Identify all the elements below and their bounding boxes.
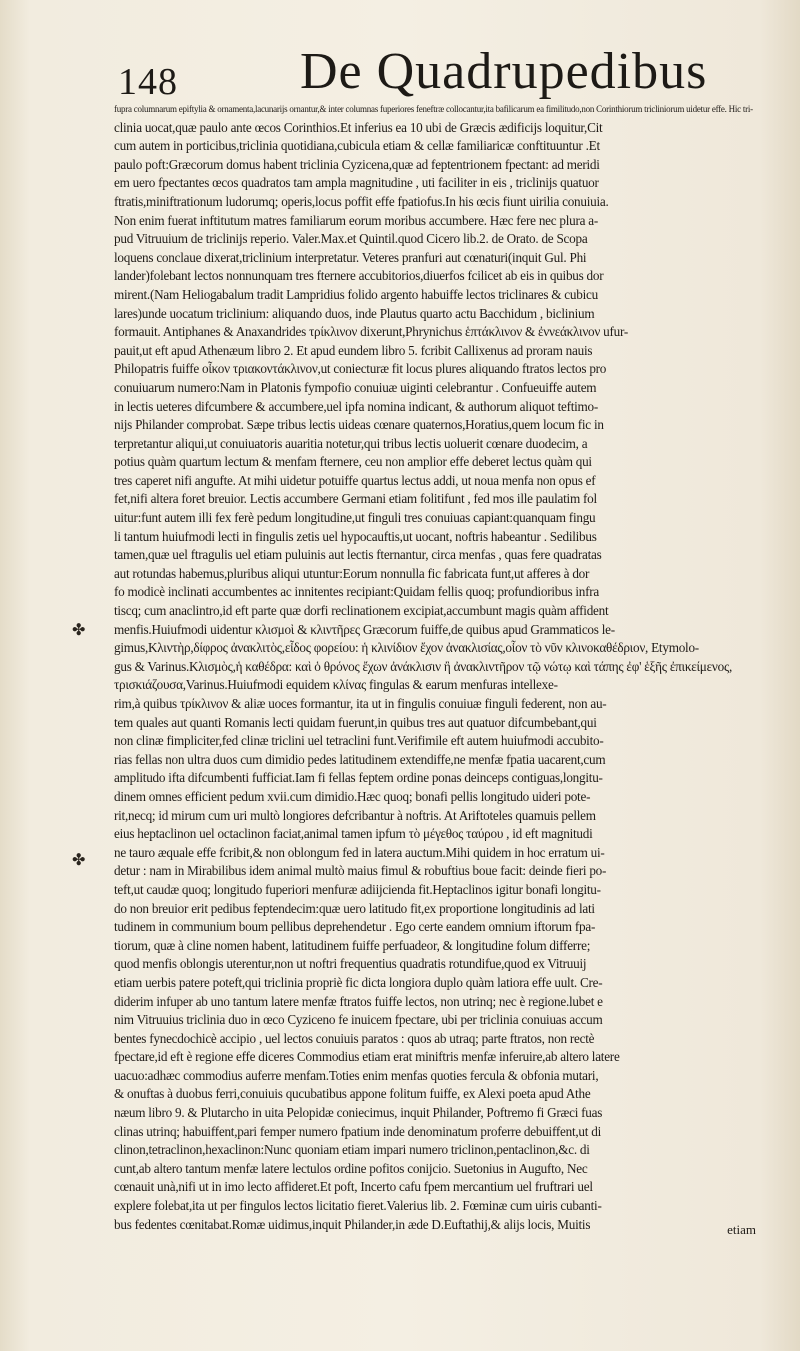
text-line: detur : nam in Mirabilibus idem animal multò maius fimul & robuftius boue facit: deinde fieri po- [114, 863, 607, 879]
text-line: amplitudo ifta difcumbenti fufficiat.Iam fi fellas feptem ordine ponas deinceps contiguas,longitu- [114, 770, 603, 786]
page-number: 148 [118, 61, 178, 103]
text-line: eius heptaclinon uel octaclinon faciat,animal tamen ipfum τὸ μέγεθος ταύρου , id eft magnitudi [114, 826, 593, 842]
text-line: clinon,tetraclinon,hexaclinon:Nunc quoniam etiam impari numero triclinon,pentaclinon,&c. di [114, 1142, 590, 1158]
body-text-block [114, 100, 760, 1234]
text-line: cœnauit unà,nifi ut in imo lecto affideret.Et poft, Incerto cafu fpem mercantium uel fruftrari uel [114, 1179, 593, 1195]
text-line: li tantum huiufmodi lecti in fingulis zetis uel hypocauftis,ut uocant, noftris habeantur . Sedilibus [114, 528, 597, 544]
text-line: paulo poft:Græcorum domus habent triclinia Cyzicena,quæ ad feptentrionem fpectant: ad meridi [114, 156, 600, 172]
text-line: fet,nifi altera foret breuior. Lectis accumbere Germani etiam folitifunt , fed mos ille paulatim fol [114, 491, 597, 507]
text-line: & onuftas à duobus ferri,conuiuis qucubatibus appone folitum fuiffe, ex Alexi poeta apud Athe [114, 1086, 591, 1102]
text-line: rias fellas non ultra duos cum dimidio pedes latitudinem extendiffe,ne menfæ fpatia uacarent,cum [114, 751, 606, 767]
text-line: pauit,ut eft apud Athenæum libro 2. Et apud eundem libro 5. fcribit Callixenus ad proram nauis [114, 342, 593, 358]
text-line: nijs Philander comprobat. Sæpe tribus lectis uideas cœnare quaternos,Horatius,quem locum fic in [114, 417, 604, 433]
text-line: conuiuarum numero:Nam in Platonis fympofio conuiuæ uiginti celebrantur . Confueuiffe autem [114, 379, 597, 395]
text-line: loquens conclaue dixerat,triclinium interpretatur. Veteres pranfuri aut cœnaturi(inquit Gul. Phi [114, 249, 587, 265]
text-line: tamen,quæ uel ftragulis uel etiam puluinis aut lectis fternantur, circa menfas , quas fere quadratas [114, 547, 602, 563]
text-line: non clinæ fimpliciter,fed clinæ triclini uel tetraclini funt.Verifimile eft autem huiufmodi accubito- [114, 733, 604, 749]
text-line: rim,à quibus τρίκλινον & aliæ uoces formantur, ita ut in fingulis conuiuæ finguli federent, non au- [114, 696, 607, 711]
text-line: explere folebat,ita ut per fingulos lectos licitatio fieret.Valerius lib. 2. Fœminæ cum uiris cubanti- [114, 1198, 602, 1214]
text-line: fupra columnarum epiftylia & ornamenta,lacunarijs ornantur,& inter columnas fuperiores feneftræ collocantur,ita bafilicarum ea fimilitudo,non Corinthiorum tricliniorum uidetur effe. Hic tri- [114, 104, 753, 114]
text-line: cum autem in porticibus,triclinia quotidiana,cubicula etiam & cellæ familiaricæ conftituuntur .Et [114, 138, 600, 154]
text-line: cunt,ab altero tantum menfæ latere lectulos ordine pofitos conijcio. Suetonius in Augufto, Nec [114, 1160, 588, 1176]
text-line: dinem omnes efficient pedum xvii.cum dimidio.Hæc quoq; bonafi pellis longitudo uideri pote- [114, 788, 591, 804]
text-line: ne tauro æquale effe fcribit,& non oblongum fed in latera auctum.Mihi quidem in hoc erratum ui- [114, 844, 605, 860]
text-line: uitur:funt autem illi fex ferè pedum longitudine,ut finguli tres conuiuas capiant:quanquam fingu [114, 510, 596, 526]
text-line: gus & Varinus.Κλισμὸς,ἡ καθέδρα: καὶ ὁ θρόνος ἔχων ἀνάκλισιν ἢ ἀνακλιντῆρον τῷ νώτῳ καὶ τάπης ἐφ' ἑξῆς ἐπικείμενος, [114, 658, 732, 674]
text-line: terpretantur aliqui,ut conuiuatoris auaritia notetur,qui tribus lectis uoluerit cœnare duodecim, a [114, 435, 588, 451]
text-line: diderim infuper ab uno tantum latere menfæ ftratos fuiffe lectos, non utrinq; nec è regione.lubet e [114, 993, 603, 1009]
text-line: Philopatris fuiffe οἶκον τριακοντάκλινον,ut coniecturæ fit locus plures aliquando ftratos lectos pro [114, 361, 607, 377]
text-line: clinia uocat,quæ paulo ante œcos Corinthios.Et inferius ea 10 ubi de Græcis ædificijs loquitur,Cit [114, 119, 603, 135]
text-line: tres caperet nifi angufte. At mihi uidetur potuiffe quartus lectus addi, ut noua menfa non opus ef [114, 472, 596, 488]
text-line: formauit. Antiphanes & Anaxandrides τρίκλινον dixerunt,Phrynichus ἑπτάκλινον & ἐννεάκλινον ufur- [114, 324, 629, 340]
text-line: tem quales aut quanti Romanis lecti quidam fuerunt,in quibus tres aut quatuor difcumbebant,qui [114, 714, 597, 730]
text-line: ftratis,miniftrationum ludorumq; operis,locus poffit effe fpatiofus.In his œcis fiunt uirilia conuiuia. [114, 193, 609, 209]
text-line: em uero fpectantes œcos quadratos tam ampla magnitudine , uti faciliter in eis , triclinijs quatuor [114, 175, 599, 191]
text-line: potius quàm quartum lectum & menfam fternere, ceu non amplior effe deberet lectus quàm qui [114, 454, 592, 470]
text-line: fpectare,id eft è regione effe diceres Commodius etiam erat miniftris menfæ inferuire,ab altero latere [114, 1049, 620, 1065]
text-line: quod menfis oblongis uterentur,non ut noftri frequentius quadratis rotundifue,quod ex Vitruuij [114, 956, 587, 972]
text-line: tiscq; cum anaclintro,id eft parte quæ dorfi reclinationem excipiat,accumbunt magis quàm affident [114, 603, 609, 619]
text-line: mirent.(Nam Heliogabalum tradit Lampridius folido argento habuiffe lectos triclinares & cubicu [114, 286, 598, 302]
text-line: næum libro 9. & Plutarcho in uita Pelopidæ coniecimus, inquit Philander, Poftremo fi Græci fuas [114, 1105, 603, 1121]
running-head-title: De Quadrupedibus [300, 43, 708, 100]
text-line: bus fedentes cœnitabat.Romæ uidimus,inquit Philander,in æde D.Euftathij,& alijs locis, Muitis [114, 1216, 591, 1232]
text-line: τρισκιάζουσα,Varinus.Huiufmodi equidem κλίνας fingulas & earum menfuras intellexe- [114, 677, 558, 693]
text-line: gimus,Κλιντὴρ,δίφρος ἀνακλιτὸς,εἶδος φορείου: ἡ κλινίδιον ἔχον ἀνακλισίας,οἷον τὸ νῦν κλινοκαθέδριον, Etymolo- [114, 640, 699, 656]
text-line: pud Vitruuium de triclinijs reperio. Valer.Max.et Quintil.quod Cicero lib.2. de Orato. de Scopa [114, 231, 588, 247]
page-header [110, 42, 750, 103]
text-line: etiam uerbis patere poteft,qui triclinia propriè fic dicta longiora duplo quàm latiora effe uult. Cre- [114, 974, 603, 990]
margin-ornament-mark: ✤ [72, 622, 86, 639]
text-line: in lectis ueteres difcumbere & accumbere,uel ipfa nomina indicant, & authorum aliquot teftimo- [114, 398, 599, 414]
margin-ornament-mark: ✤ [72, 852, 86, 869]
text-line: aut rotundas habemus,pluribus aliqui utuntur:Eorum nonnulla fic fabricata funt,ut afferes à dor [114, 565, 590, 581]
text-line: menfis.Huiufmodi uidentur κλισμοὶ & κλιντῆρες Græcorum fuiffe,de quibus apud Grammaticos le- [114, 621, 615, 637]
text-line: rit,necq; id mirum cum uri multò longiores defcribantur à noftris. At Ariftoteles quamuis pellem [114, 807, 596, 823]
text-line: tudinem in communium boum pellibus deprehendetur . Ego certe eandem omnium iftorum fpa- [114, 919, 596, 935]
text-line: lares)unde uocatum triclinium: aliquando duos, inde Plautus quarto actu Bacchidum , biclinium [114, 305, 595, 321]
text-line: uacuo:adhæc commodius auferre menfam.Toties enim menfas quoties fercula & obfonia mutari, [114, 1067, 599, 1083]
text-line: Non enim fuerat inftitutum matres familiarum eorum moribus accumbere. Hæc fere nec plura a- [114, 212, 599, 228]
text-line: tiorum, quæ à cline nomen habent, latitudinem fuiffe perfuadeor, & longitudine folum differre; [114, 937, 591, 953]
text-line: teft,ut caudæ quoq; longitudo fuperiori menfuræ adiijcienda fit.Heptaclinos igitur bonafi longitu- [114, 881, 601, 897]
text-line: bentes fynecdochicè accipio , uel lectos conuiuis paratos : quos ab utraq; parte ftratos, non rectè [114, 1030, 595, 1046]
text-line: clinas utrinq; habuiffent,pari femper numero fpatium inde denominatum proferre debuiffent,ut di [114, 1123, 601, 1139]
text-line: fo modicè inclinati accumbentes ac innitentes recipiant:Quidam fellis quoq; profundioribus infra [114, 584, 600, 600]
catchword: etiam [727, 1222, 756, 1237]
text-line: do non breuior erit pedibus feptendecim:quæ uero latitudo fit,ex proportione longitudinis ad lati [114, 900, 595, 916]
text-line: lander)folebant lectos nonnunquam tres fternere accubitorios,diuerfos fcilicet ab eis in quibus dor [114, 268, 604, 284]
text-line: nim Vitruuius triclinia duo in œco Cyziceno fe inuicem fpectare, ubi per triclinia conuiuas accum [114, 1012, 603, 1028]
